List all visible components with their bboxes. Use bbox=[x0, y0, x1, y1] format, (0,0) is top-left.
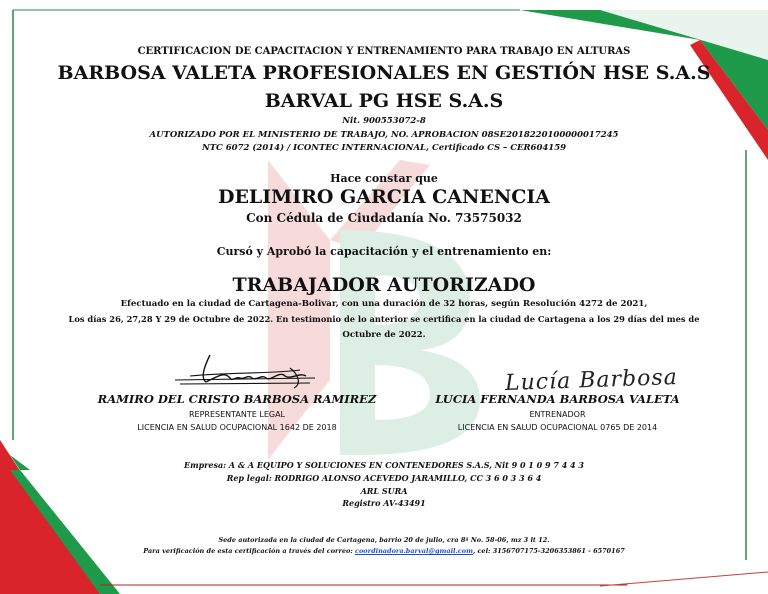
certificate-type-heading: CERTIFICACION DE CAPACITACION Y ENTRENAMIENTO PARA TRABAJO EN ALTURAS bbox=[137, 46, 631, 57]
footer-contact-suffix: , cel: 3156707175-3206353861 - 6570167 bbox=[472, 547, 625, 555]
course-detail-line1: Efectuado en la ciudad de Cartagena-Bolivar, con una duración de 32 horas, según Resolución 4272 de 2021, bbox=[120, 299, 648, 309]
recipient-id: Con Cédula de Ciudadanía No. 73575032 bbox=[246, 211, 522, 225]
footer-email-link[interactable]: coordinadora.barval@gmail.com bbox=[355, 547, 473, 555]
recipient-name: DELIMIRO GARCIA CANENCIA bbox=[217, 186, 551, 208]
footer-contact-prefix: Para verificación de esta certificación a través del correo: bbox=[143, 547, 356, 555]
company-rep-legal: Rep legal: RODRIGO ALONSO ACEVEDO JARAMILLO, CC 3 6 0 3 3 6 4 bbox=[226, 473, 542, 483]
company-arl: ARL SURA bbox=[360, 486, 408, 496]
right-signer-role: ENTRENADOR bbox=[529, 410, 586, 419]
company-empresa: Empresa: A & A EQUIPO Y SOLUCIONES EN CONTENEDORES S.A.S, Nit 9 0 1 0 9 7 4 4 3 bbox=[184, 460, 584, 470]
hace-constar-text: Hace constar que bbox=[330, 172, 438, 185]
course-title: TRABAJADOR AUTORIZADO bbox=[232, 274, 536, 296]
company-registro: Registro AV-43491 bbox=[342, 498, 426, 508]
course-intro: Cursó y Aprobó la capacitación y el entrenamiento en: bbox=[216, 245, 552, 258]
course-detail-line2: Los días 26, 27,28 Y 29 de Octubre de 2022. En testimonio de lo anterior se certifica en la ciudad de Cartagena a los 29 días del mes de bbox=[68, 314, 700, 324]
left-signer-role: REPRESENTANTE LEGAL bbox=[188, 410, 285, 419]
left-signer-name: RAMIRO DEL CRISTO BARBOSA RAMIREZ bbox=[97, 392, 377, 406]
company-name: BARBOSA VALETA PROFESIONALES EN GESTIÓN HSE S.A.S bbox=[57, 62, 711, 84]
course-detail-line3: Octubre de 2022. bbox=[342, 330, 426, 340]
footer-contact bbox=[0, 547, 768, 555]
left-signature-scribble bbox=[170, 350, 320, 392]
company-brand: BARVAL PG HSE S.A.S bbox=[264, 90, 504, 112]
ntc-certification: NTC 6072 (2014) / ICONTEC INTERNACIONAL, Certificado CS – CER604159 bbox=[201, 143, 567, 153]
left-signer-license: LICENCIA EN SALUD OCUPACIONAL 1642 DE 2018 bbox=[137, 423, 337, 432]
right-signature-handwriting: Lucía Barbosa bbox=[504, 364, 679, 397]
footer-address: Sede autorizada en la ciudad de Cartagena, barrio 20 de julio, cra 8ª No. 58-06, mz 3 lt 12. bbox=[218, 536, 550, 544]
right-signer-name: LUCIA FERNANDA BARBOSA VALETA bbox=[435, 392, 680, 406]
company-nit: Nit. 900553072-8 bbox=[342, 116, 426, 126]
ministry-authorization: AUTORIZADO POR EL MINISTERIO DE TRABAJO, NO. APROBACION 08SE2018220100000017245 bbox=[149, 130, 619, 140]
right-signer-license: LICENCIA EN SALUD OCUPACIONAL 0765 DE 2014 bbox=[457, 423, 658, 432]
